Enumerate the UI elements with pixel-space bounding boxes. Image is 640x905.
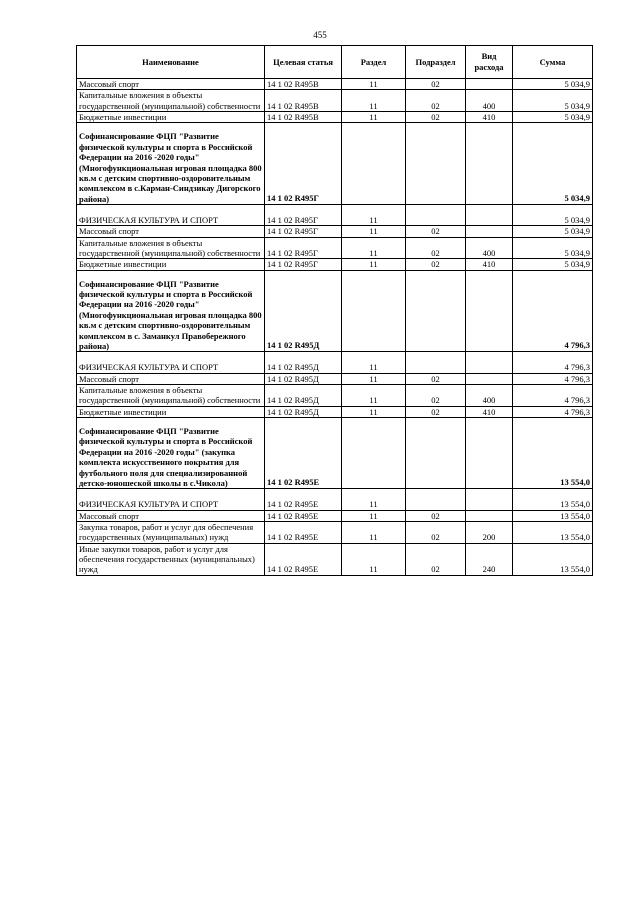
cell-section: 11: [342, 373, 406, 384]
cell-code: 14 1 02 R495Е: [265, 510, 342, 521]
cell-section: 11: [342, 489, 406, 510]
cell-subsection: 02: [406, 521, 466, 543]
cell-expense-type: [466, 270, 513, 352]
table-header-row: [77, 46, 593, 79]
cell-subsection: [406, 418, 466, 489]
table-row: [77, 237, 593, 259]
cell-subsection: 02: [406, 226, 466, 237]
cell-code: 14 1 02 R495В: [265, 112, 342, 123]
table-row: [77, 510, 593, 521]
cell-sum: 4 796,3: [513, 384, 593, 406]
cell-sum: 5 034,9: [513, 237, 593, 259]
cell-name: Иные закупки товаров, работ и услуг для обеспечения государственных (муниципальных) нужд: [77, 543, 265, 575]
cell-name: Массовый спорт: [77, 510, 265, 521]
cell-section: 11: [342, 352, 406, 373]
cell-expense-type: 240: [466, 543, 513, 575]
cell-name: Софинансирование ФЦП "Развитие физической культуры и спорта в Российской Федерации на 2016 -2020 годы" (закупка комплекта искусственного покрытия для футбольного поля для специализированной детско-юношеской школы в с.Чикола): [77, 418, 265, 489]
cell-code: 14 1 02 R495Е: [265, 489, 342, 510]
cell-code: 14 1 02 R495В: [265, 79, 342, 90]
cell-expense-type: 200: [466, 521, 513, 543]
cell-expense-type: [466, 418, 513, 489]
cell-name: Закупка товаров, работ и услуг для обеспечения государственных (муниципальных) нужд: [77, 521, 265, 543]
cell-sum: 5 034,9: [513, 123, 593, 205]
column-header-expense-type: Вид расхода: [466, 46, 513, 79]
table-row: [77, 406, 593, 417]
column-header-subsection: Подраздел: [406, 46, 466, 79]
cell-name: Бюджетные инвестиции: [77, 112, 265, 123]
table-row: [77, 259, 593, 270]
cell-name: Софинансирование ФЦП "Развитие физической культуры и спорта в Российской Федерации на 2016 -2020 годы" (Многофункциональная игровая площадка 800 кв.м с детским спортивно-оздоровительным комплексом в с.Карман-Синдзикау Дигорского района): [77, 123, 265, 205]
cell-expense-type: [466, 352, 513, 373]
table-row-program: [77, 270, 593, 352]
cell-section: 11: [342, 112, 406, 123]
cell-sum: 5 034,9: [513, 90, 593, 112]
cell-sum: 4 796,3: [513, 352, 593, 373]
cell-subsection: [406, 204, 466, 225]
table-row: [77, 226, 593, 237]
table-row-program: [77, 418, 593, 489]
cell-subsection: [406, 123, 466, 205]
cell-section: 11: [342, 237, 406, 259]
table-row: [77, 521, 593, 543]
cell-sum: 13 554,0: [513, 489, 593, 510]
cell-expense-type: 410: [466, 406, 513, 417]
table-row: [77, 384, 593, 406]
cell-name: Массовый спорт: [77, 373, 265, 384]
cell-name: ФИЗИЧЕСКАЯ КУЛЬТУРА И СПОРТ: [77, 352, 265, 373]
cell-name: Бюджетные инвестиции: [77, 259, 265, 270]
cell-section: [342, 418, 406, 489]
cell-section: [342, 270, 406, 352]
cell-expense-type: 400: [466, 384, 513, 406]
cell-code: 14 1 02 R495Г: [265, 226, 342, 237]
table-row: [77, 489, 593, 510]
cell-section: 11: [342, 384, 406, 406]
table-row: [77, 90, 593, 112]
cell-section: 11: [342, 204, 406, 225]
column-header-code: Целевая статья: [265, 46, 342, 79]
cell-section: 11: [342, 226, 406, 237]
table-row: [77, 373, 593, 384]
cell-subsection: [406, 489, 466, 510]
cell-sum: 4 796,3: [513, 373, 593, 384]
cell-subsection: 02: [406, 90, 466, 112]
cell-section: 11: [342, 521, 406, 543]
cell-sum: 5 034,9: [513, 259, 593, 270]
cell-section: 11: [342, 406, 406, 417]
cell-expense-type: 410: [466, 112, 513, 123]
cell-name: Капитальные вложения в объекты государственной (муниципальной) собственности: [77, 237, 265, 259]
cell-code: 14 1 02 R495Е: [265, 418, 342, 489]
cell-subsection: 02: [406, 373, 466, 384]
column-header-name: Наименование: [77, 46, 265, 79]
cell-name: Массовый спорт: [77, 79, 265, 90]
cell-subsection: 02: [406, 259, 466, 270]
cell-code: 14 1 02 R495Г: [265, 259, 342, 270]
cell-expense-type: [466, 373, 513, 384]
cell-code: 14 1 02 R495Е: [265, 521, 342, 543]
column-header-section: Раздел: [342, 46, 406, 79]
cell-expense-type: [466, 123, 513, 205]
table-row: [77, 79, 593, 90]
cell-name: Софинансирование ФЦП "Развитие физической культуры и спорта в Российской Федерации на 2016 -2020 годы" (Многофункциональная игровая площадка 800 кв.м с детским спортивно-оздоровительным комплексом в с. Заманкул Правобережного района): [77, 270, 265, 352]
cell-expense-type: [466, 226, 513, 237]
cell-sum: 5 034,9: [513, 112, 593, 123]
cell-subsection: 02: [406, 79, 466, 90]
cell-code: 14 1 02 R495Д: [265, 270, 342, 352]
cell-sum: 4 796,3: [513, 406, 593, 417]
cell-name: ФИЗИЧЕСКАЯ КУЛЬТУРА И СПОРТ: [77, 489, 265, 510]
column-header-sum: Сумма: [513, 46, 593, 79]
cell-subsection: 02: [406, 237, 466, 259]
cell-code: 14 1 02 R495Д: [265, 352, 342, 373]
cell-name: Капитальные вложения в объекты государственной (муниципальной) собственности: [77, 90, 265, 112]
cell-expense-type: [466, 510, 513, 521]
cell-expense-type: 400: [466, 237, 513, 259]
cell-code: 14 1 02 R495Г: [265, 204, 342, 225]
page-number: 455: [313, 30, 327, 40]
cell-subsection: 02: [406, 510, 466, 521]
budget-table: [76, 45, 593, 576]
cell-expense-type: [466, 204, 513, 225]
table-row-program: [77, 123, 593, 205]
cell-name: Капитальные вложения в объекты государственной (муниципальной) собственности: [77, 384, 265, 406]
cell-sum: 4 796,3: [513, 270, 593, 352]
cell-section: 11: [342, 259, 406, 270]
cell-code: 14 1 02 R495Г: [265, 123, 342, 205]
cell-code: 14 1 02 R495Е: [265, 543, 342, 575]
cell-subsection: 02: [406, 112, 466, 123]
cell-section: 11: [342, 79, 406, 90]
cell-subsection: 02: [406, 406, 466, 417]
cell-sum: 13 554,0: [513, 418, 593, 489]
cell-subsection: [406, 270, 466, 352]
cell-sum: 5 034,9: [513, 226, 593, 237]
cell-subsection: 02: [406, 543, 466, 575]
cell-section: 11: [342, 510, 406, 521]
cell-section: 11: [342, 90, 406, 112]
cell-name: ФИЗИЧЕСКАЯ КУЛЬТУРА И СПОРТ: [77, 204, 265, 225]
cell-name: Массовый спорт: [77, 226, 265, 237]
cell-expense-type: [466, 79, 513, 90]
cell-expense-type: 400: [466, 90, 513, 112]
cell-sum: 13 554,0: [513, 521, 593, 543]
table-row: [77, 352, 593, 373]
cell-code: 14 1 02 R495Г: [265, 237, 342, 259]
cell-section: [342, 123, 406, 205]
cell-subsection: 02: [406, 384, 466, 406]
cell-expense-type: [466, 489, 513, 510]
cell-sum: 13 554,0: [513, 543, 593, 575]
cell-sum: 13 554,0: [513, 510, 593, 521]
table-row: [77, 543, 593, 575]
table-row: [77, 204, 593, 225]
cell-code: 14 1 02 R495Д: [265, 384, 342, 406]
cell-code: 14 1 02 R495Д: [265, 373, 342, 384]
cell-sum: 5 034,9: [513, 204, 593, 225]
cell-section: 11: [342, 543, 406, 575]
cell-expense-type: 410: [466, 259, 513, 270]
cell-code: 14 1 02 R495В: [265, 90, 342, 112]
cell-subsection: [406, 352, 466, 373]
cell-sum: 5 034,9: [513, 79, 593, 90]
cell-name: Бюджетные инвестиции: [77, 406, 265, 417]
table-row: [77, 112, 593, 123]
cell-code: 14 1 02 R495Д: [265, 406, 342, 417]
